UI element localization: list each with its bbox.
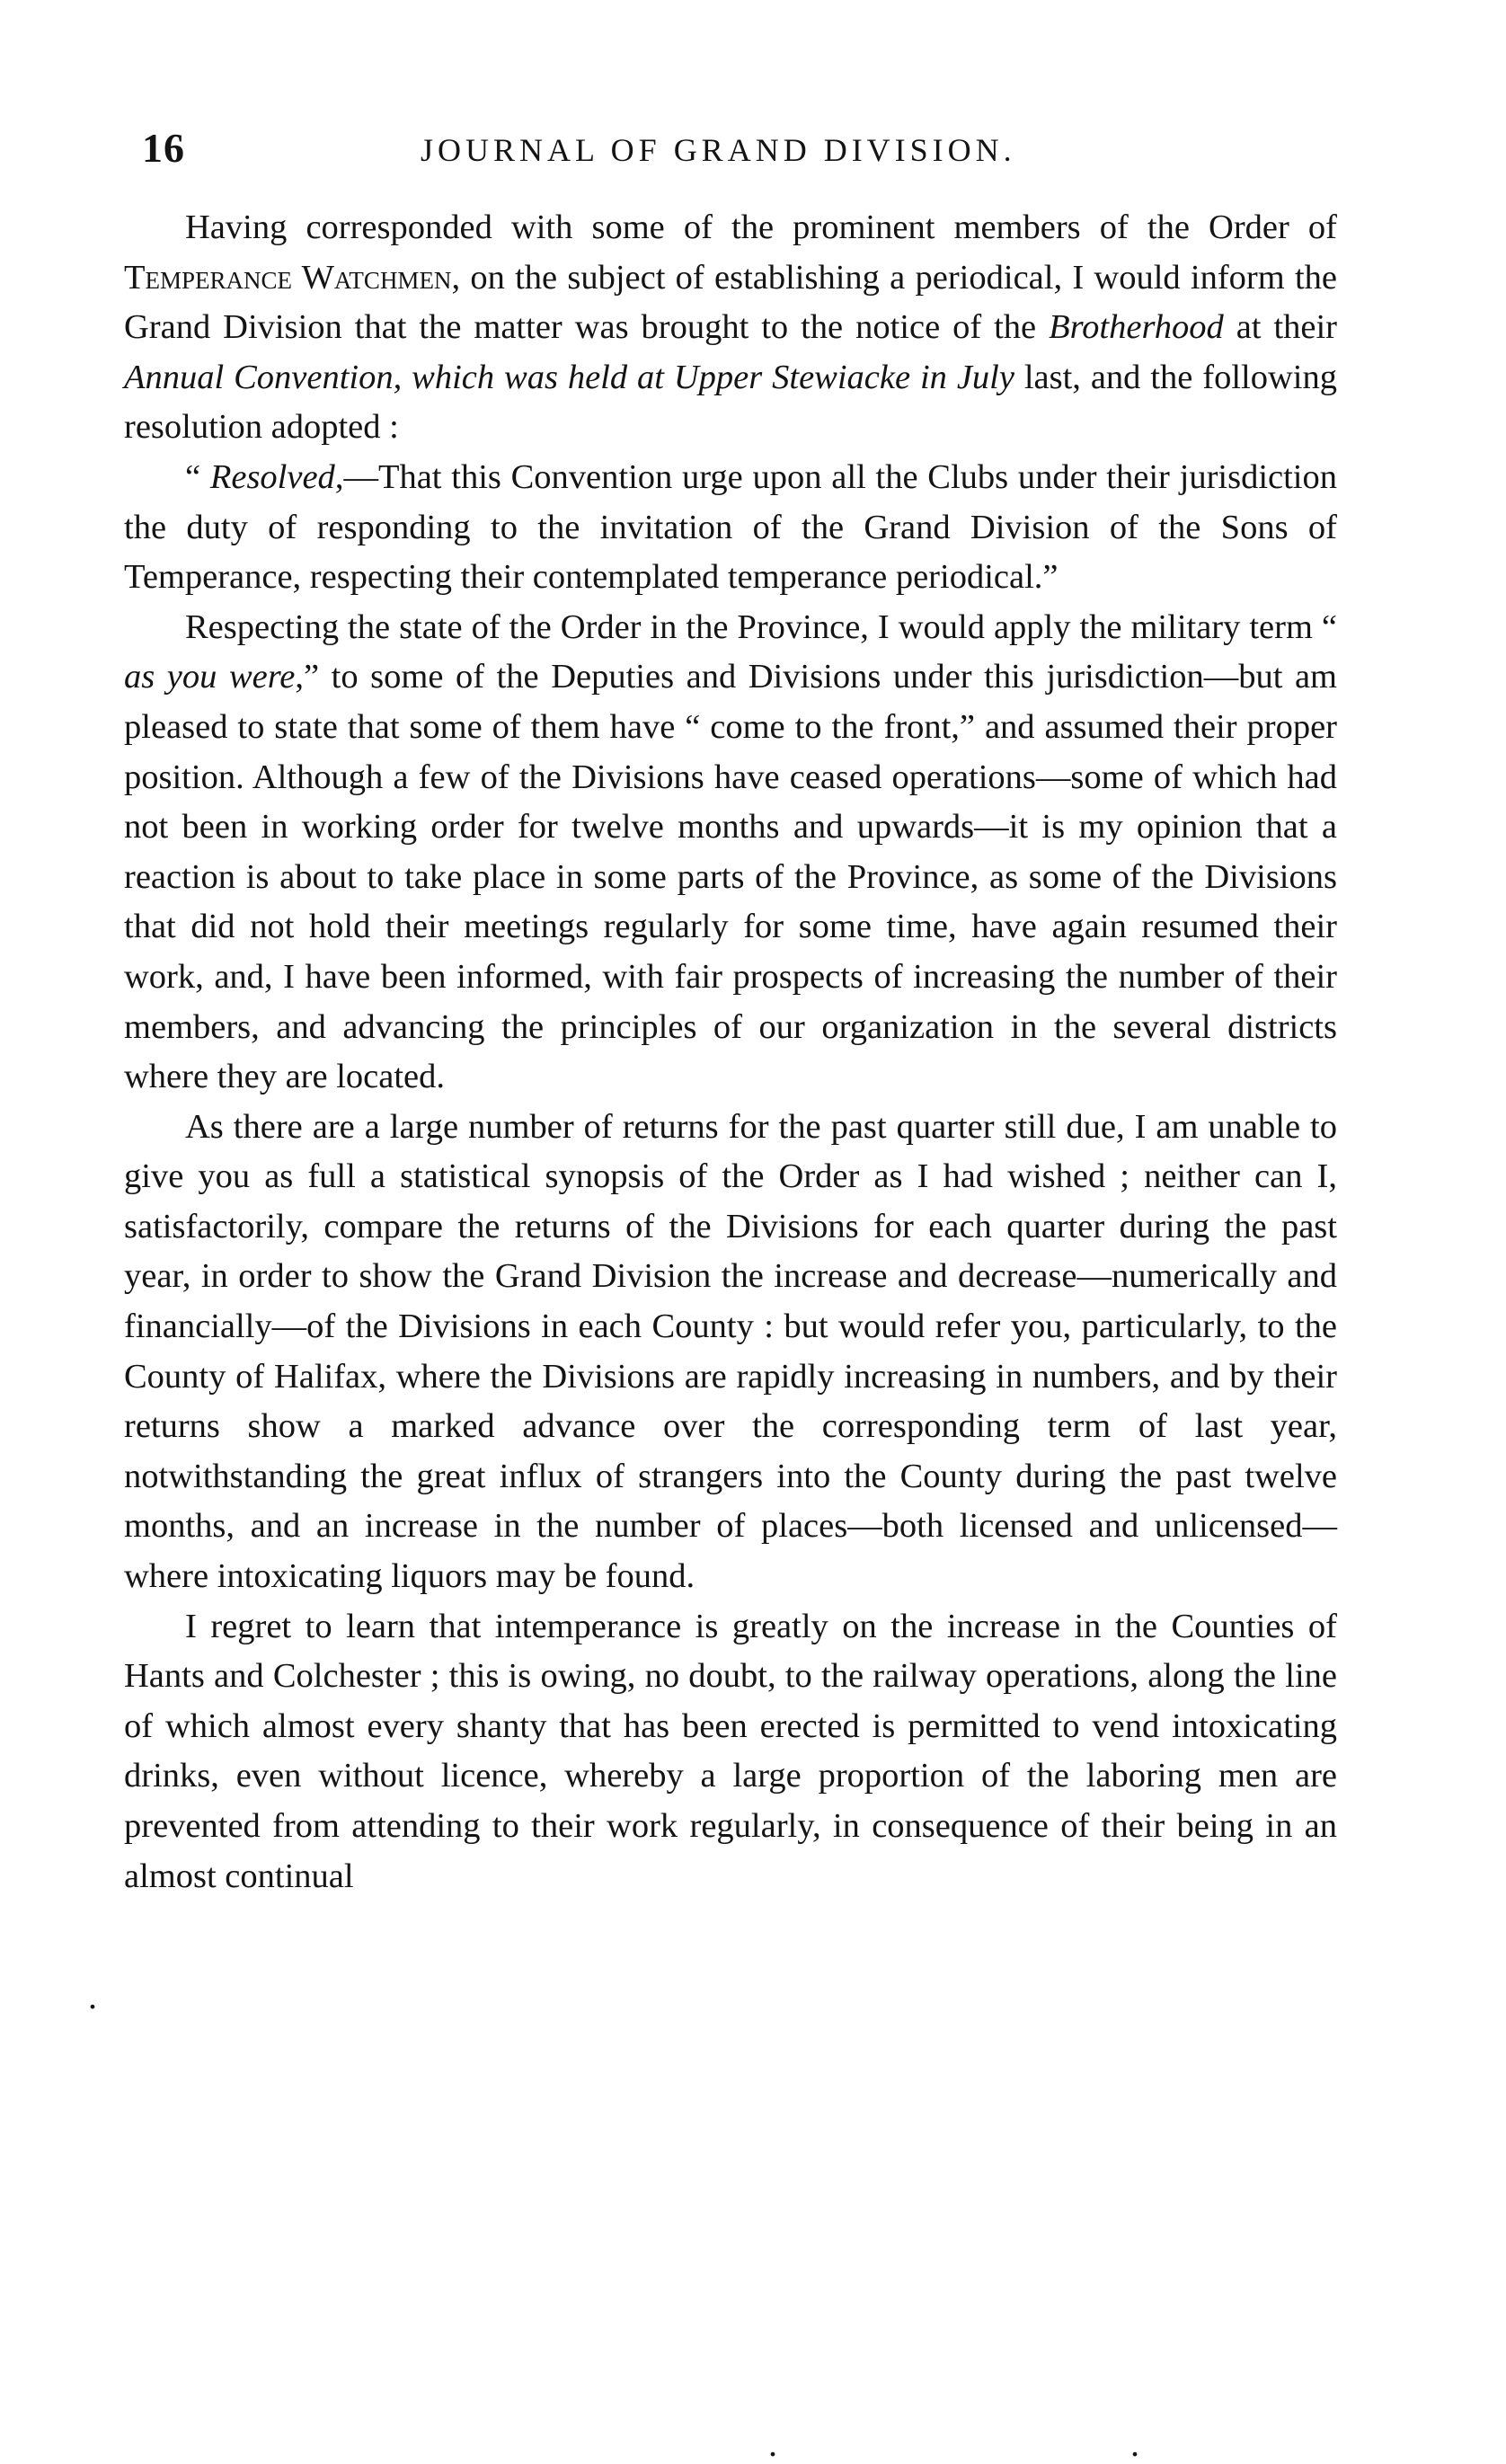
paragraph-5 — [124, 1602, 1337, 1902]
text-run: As there are a large number of returns for the past quarter still due, I am unable to give you as full a statistical synopsis of the Order as I had wished ; neither can I, satisfactorily, compare the returns of the Divisions for each quarter during the past year, in order to show the Grand Division the increase and decrease—numerically and financially—of the Divisions in each County : but would refer you, particularly, to the County of Halifax, where the Divisions are rapidly increasing in numbers, and by their returns show a marked advance over the corresponding term of last year, notwithstanding the great influx of strangers into the County during the past twelve months, and an increase in the number of places—both licensed and unlicensed—where intoxicating liquors may be found. — [124, 1107, 1337, 1596]
order-name: Temperance Watchmen — [124, 258, 452, 297]
text-run: ,—That this Convention urge upon all the Clubs under their jurisdiction the duty of responding to the invitation of the Grand Division of the Sons of Temperance, respecting their contemplated temperance periodical.” — [124, 457, 1337, 597]
text-run: , on the subject of establishing a periodical, I would inform the Grand Division that the matter was brought to the notice of the — [124, 258, 1337, 347]
paragraph-3 — [124, 603, 1337, 1103]
text-run: last, and the following resolution adopted : — [124, 358, 1337, 447]
italic-term: Brotherhood — [1049, 308, 1224, 347]
text-run: “ — [185, 457, 210, 496]
text-run: Respecting the state of the Order in the Province, I would apply the military term “ — [185, 607, 1337, 646]
paragraph-4 — [124, 1103, 1337, 1602]
paragraph-2-resolution — [124, 453, 1337, 603]
text-run: I regret to learn that intemperance is greatly on the increase in the Counties of Hants and Colchester ; this is owing, no doubt, to the railway operations, along the line of which almost every shanty that has been erected is permitted to vend intoxicating drinks, even without licence, whereby a large proportion of the laboring men are prevented from attending to their work regularly, in consequence of their being in an almost continual — [124, 1607, 1337, 1895]
ink-speck: . — [88, 1976, 97, 2016]
body-text — [124, 203, 1337, 1901]
ink-speck: . — [1130, 2424, 1139, 2464]
ink-speck: . — [768, 2424, 777, 2464]
paragraph-1 — [124, 203, 1337, 453]
italic-term: Resolved — [209, 457, 335, 496]
italic-phrase: as you were — [124, 658, 296, 696]
text-run: at their — [1223, 308, 1337, 347]
text-run: ,” to some of the Deputies and Divisions under this jurisdiction—but am pleased to state that some of them have “ come to the front,” and assumed their proper position. Although a few of the Divisions have ceased operations—some of which had not been in working order for twelve months and upwards—it is my opinion that a reaction is about to take place in some parts of the Province, as some of the Divisions that did not hold their meetings regularly for some time, have again resumed their work, and, I have been informed, with fair prospects of increasing the number of their members, and advancing the principles of our organization in the several districts where they are located. — [124, 658, 1337, 1096]
italic-phrase: Annual Convention, which was held at Upper Stewiacke in July — [124, 358, 1014, 396]
running-title: JOURNAL OF GRAND DIVISION. — [421, 132, 1016, 168]
page-header — [142, 124, 1355, 178]
page-number: 16 — [142, 125, 185, 171]
text-run: Having corresponded with some of the prominent members of the Order of — [185, 208, 1337, 246]
